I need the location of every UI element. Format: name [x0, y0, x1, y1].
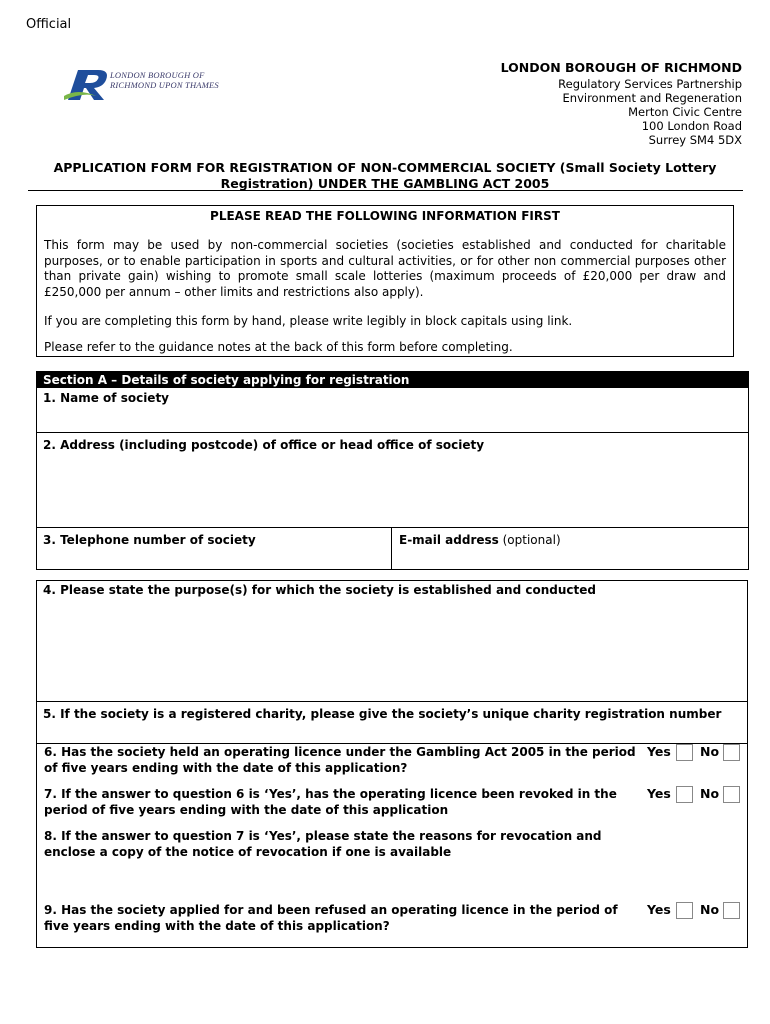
- logo-wordmark: [110, 70, 219, 90]
- field-society-purpose[interactable]: [37, 581, 747, 701]
- title-divider: [28, 190, 743, 191]
- q6-no-label: No: [700, 744, 720, 759]
- section-a-header: Section A – Details of society applying for registration: [37, 372, 748, 388]
- logo-text-line1: LONDON BOROUGH OF: [110, 70, 205, 80]
- q7-yes-checkbox[interactable]: [676, 786, 693, 803]
- telephone-label: 3. Telephone number of society: [43, 533, 256, 547]
- form-title-line2: Registration) UNDER THE GAMBLING ACT 2005: [220, 176, 550, 191]
- field-email[interactable]: [392, 528, 747, 569]
- q6-yes-label: Yes: [647, 744, 671, 759]
- q7-no-label: No: [700, 786, 720, 801]
- form-title: [40, 160, 730, 192]
- address-line: Regulatory Services Partnership: [558, 77, 742, 91]
- email-optional-note: (optional): [498, 533, 561, 547]
- field-charity-number[interactable]: [37, 701, 747, 743]
- form-title-line1: APPLICATION FORM FOR REGISTRATION OF NON-COMMERCIAL SOCIETY (Small Society Lottery: [53, 160, 717, 175]
- q8-answer-area[interactable]: [43, 862, 638, 898]
- field-society-name[interactable]: [37, 388, 748, 432]
- q6-label: 6. Has the society held an operating licence under the Gambling Act 2005 in the period of five years ending with the date of this application?: [44, 745, 636, 775]
- address-line: 100 London Road: [641, 119, 742, 133]
- charity-number-label: 5. If the society is a registered charity, please give the society’s unique charity registration number: [43, 707, 722, 721]
- q7-label: 7. If the answer to question 6 is ‘Yes’, has the operating licence been revoked in the period of five years ending with the date of this application: [44, 787, 617, 817]
- address-line: Merton Civic Centre: [628, 105, 742, 119]
- q8-label: 8. If the answer to question 7 is ‘Yes’, please state the reasons for revocation and enclose a copy of the notice of revocation if one is available: [44, 829, 602, 859]
- questions-6-9: [37, 743, 747, 947]
- info-paragraph-handwriting: If you are completing this form by hand, please write legibly in block capitals using link.: [44, 314, 573, 328]
- contact-row: [37, 527, 748, 569]
- q9-yes-label: Yes: [647, 902, 671, 917]
- address-line: Surrey SM4 5DX: [648, 133, 742, 147]
- email-label-text: E-mail address: [399, 533, 499, 547]
- q6-no-checkbox[interactable]: [723, 744, 740, 761]
- q9-label: 9. Has the society applied for and been refused an operating licence in the period of five years ending with the date of this application?: [44, 903, 618, 933]
- logo-text-line2: RICHMOND UPON THAMES: [110, 80, 219, 90]
- society-name-label: 1. Name of society: [43, 391, 169, 405]
- classification-label: Official: [26, 17, 72, 32]
- q7-yes-label: Yes: [647, 786, 671, 801]
- info-paragraph-guidance: Please refer to the guidance notes at the back of this form before completing.: [44, 340, 513, 354]
- q6-yes-checkbox[interactable]: [676, 744, 693, 761]
- address-line: Environment and Regeneration: [562, 91, 742, 105]
- information-box: [36, 205, 734, 357]
- section-b: [36, 580, 748, 948]
- council-address: [501, 60, 742, 147]
- q9-yes-checkbox[interactable]: [676, 902, 693, 919]
- field-society-address[interactable]: [37, 432, 748, 527]
- field-telephone[interactable]: [37, 528, 392, 569]
- info-heading: PLEASE READ THE FOLLOWING INFORMATION FIRST: [210, 209, 560, 223]
- address-org: LONDON BOROUGH OF RICHMOND: [500, 60, 742, 75]
- q7-no-checkbox[interactable]: [723, 786, 740, 803]
- q9-no-checkbox[interactable]: [723, 902, 740, 919]
- section-a: [36, 371, 749, 570]
- q9-no-label: No: [700, 902, 720, 917]
- email-label: [399, 532, 561, 548]
- society-address-label: 2. Address (including postcode) of office or head office of society: [43, 438, 485, 452]
- info-paragraph-usage: This form may be used by non-commercial societies (societies established and conducted for charitable purposes, or to enable participation in sports and cultural activities, or for other non commercial purposes other than private gain) wishing to promote small scale lotteries (maximum proceeds of £20,000 per draw and £250,000 per annum – other limits and restrictions also apply).: [44, 238, 726, 299]
- purpose-label: 4. Please state the purpose(s) for which the society is established and conducted: [43, 583, 596, 597]
